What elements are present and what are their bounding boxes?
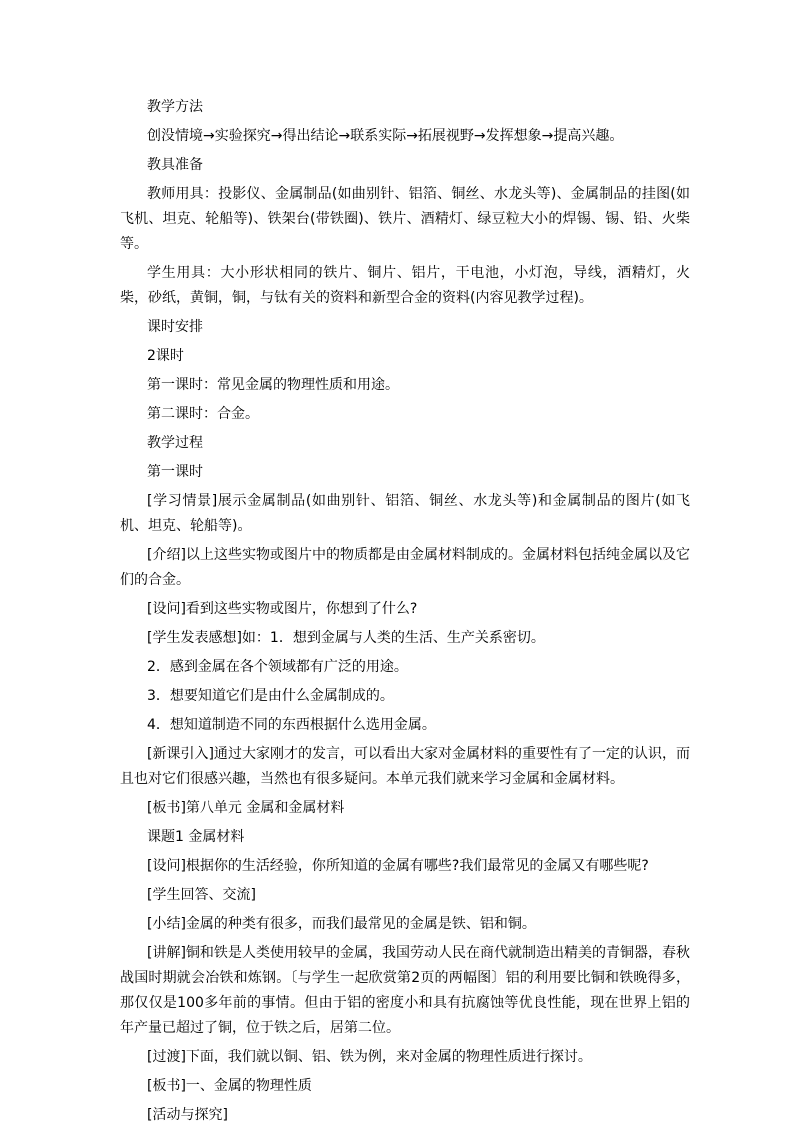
student-tools-paragraph: 学生用具：大小形状相同的铁片、铜片、铝片，干电池，小灯泡，导线，酒精灯，火柴，砂纸，黄铜，铜，与钛有关的资料和新型合金的资料(内容见教学过程)。 (120, 265, 690, 306)
learning-scenario-paragraph: [学习情景]展示金属制品(如曲别针、铝箔、铜丝、水龙头等)和金属制品的图片(如飞机、坦克、轮船等)。 (120, 493, 690, 534)
student-thoughts-paragraph: [学生发表感想]如：1．想到金属与人类的生活、生产关系密切。 (147, 630, 545, 646)
summary-paragraph: [小结]金属的种类有很多，而我们最常见的金属是铁、铝和铜。 (147, 916, 536, 932)
lesson-count: 2课时 (147, 348, 184, 364)
document-page (120, 95, 690, 1128)
thought-item-3: 3．想要知道它们是由什么金属制成的。 (147, 688, 394, 704)
transition-paragraph: [过渡]下面，我们就以铜、铝、铁为例，来对金属的物理性质进行探讨。 (147, 1049, 592, 1065)
thought-item-4: 4．想知道制造不同的东西根据什么选用金属。 (147, 717, 436, 733)
board-unit-title: [板书]第八单元 金属和金属材料 (147, 800, 345, 816)
thought-item-2: 2．感到金属在各个领域都有广泛的用途。 (147, 659, 408, 675)
heading-teaching-process: 教学过程 (147, 435, 203, 451)
student-answer-paragraph: [学生回答、交流] (147, 887, 256, 903)
board-physical-properties: [板书]一、金属的物理性质 (147, 1078, 312, 1094)
second-lesson-topic: 第二课时：合金。 (147, 406, 259, 422)
heading-teaching-method: 教学方法 (147, 99, 203, 115)
heading-first-lesson: 第一课时 (147, 464, 203, 480)
question-metals-paragraph: [设问]根据你的生活经验，你所知道的金属有哪些?我们最常见的金属又有哪些呢? (147, 858, 649, 874)
teacher-tools-paragraph: 教师用具：投影仪、金属制品(如曲别针、铝箔、铜丝、水龙头等)、金属制品的挂图(如飞机、坦克、轮船等)、铁架台(带铁圈)、铁片、酒精灯、绿豆粒大小的焊锡、锡、铅、火柴等。 (120, 186, 690, 252)
new-lesson-intro-paragraph: [新课引入]通过大家刚才的发言，可以看出大家对金属材料的重要性有了一定的认识，而且也对它们很感兴趣，当然也有很多疑问。本单元我们就来学习金属和金属材料。 (120, 746, 690, 787)
topic-title: 课题1 金属材料 (147, 829, 245, 845)
question-paragraph: [设问]看到这些实物或图片，你想到了什么? (147, 601, 418, 617)
lecture-paragraph: [讲解]铜和铁是人类使用较早的金属，我国劳动人民在商代就制造出精美的青铜器，春秋战国时期就会冶铁和炼钢。〔与学生一起欣赏第2页的两幅图〕铝的利用要比铜和铁晚得多，那仅仅是100多年前的事情。但由于铝的密度小和具有抗腐蚀等优良性能，现在世界上铝的年产量已超过了铜，位于铁之后，居第二位。 (120, 945, 690, 1036)
teaching-method-steps: 创没情境→实验探究→得出结论→联系实际→拓展视野→发挥想象→提高兴趣。 (147, 128, 624, 144)
activity-exploration: [活动与探究] (147, 1107, 228, 1123)
first-lesson-topic: 第一课时：常见金属的物理性质和用途。 (147, 377, 399, 393)
heading-schedule: 课时安排 (147, 319, 203, 335)
heading-teaching-aids: 教具准备 (147, 157, 203, 173)
introduction-paragraph: [介绍]以上这些实物或图片中的物质都是由金属材料制成的。金属材料包括纯金属以及它们的合金。 (120, 547, 690, 588)
